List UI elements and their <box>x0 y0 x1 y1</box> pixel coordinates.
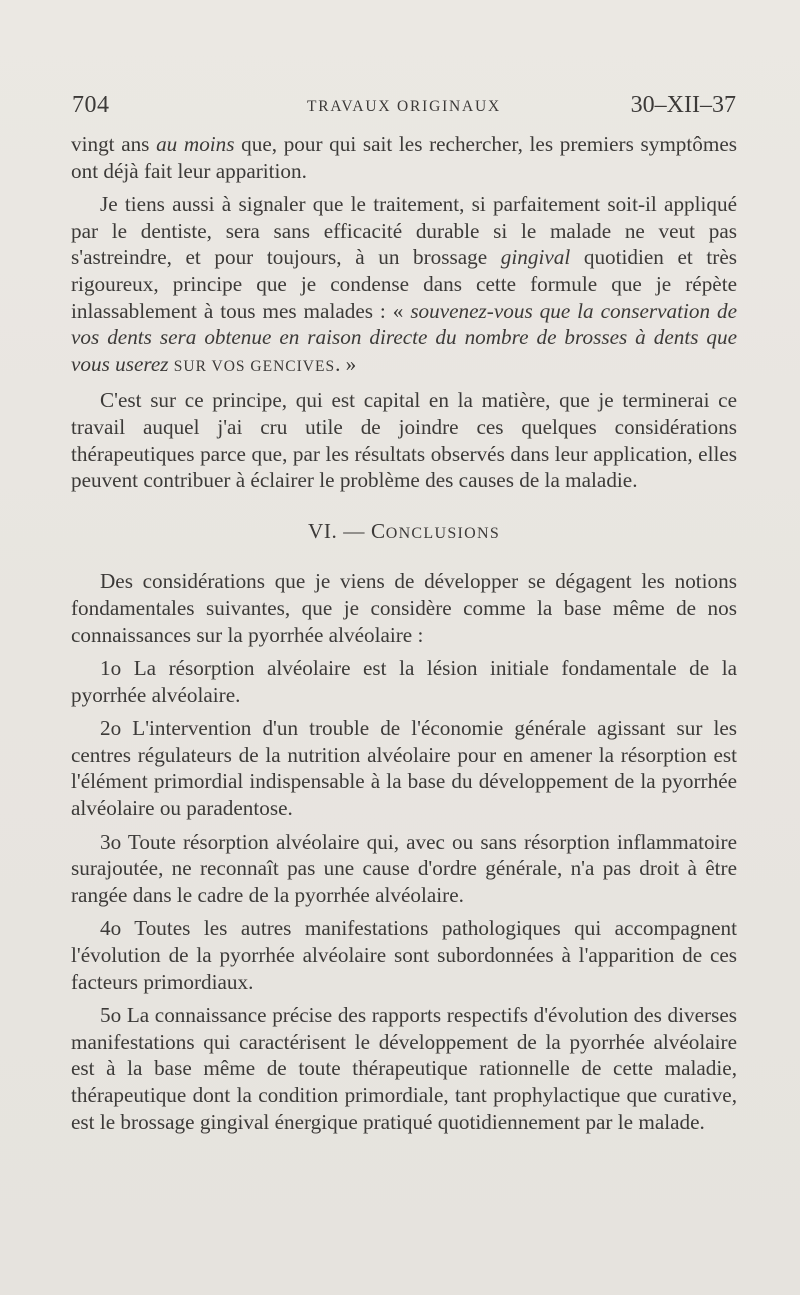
paragraph-principle: C'est sur ce principe, qui est capital en la matière, que je terminerai ce travail auquel j'ai cru utile de joindre ces quelques considérations thérapeutiques parce que, par les résultats observés dans leur application, elles peuvent contribuer à éclairer le problème des causes de la maladie. <box>71 388 737 493</box>
issue-date: 30–XII–37 <box>630 92 736 118</box>
emphasis: gingival <box>500 245 571 270</box>
text-run: vingt ans <box>71 132 157 156</box>
small-caps-text: SUR VOS GENCIVES <box>173 357 336 375</box>
section-title: ONCLUSIONS <box>385 524 501 542</box>
section-heading <box>71 518 737 548</box>
running-head <box>72 92 736 122</box>
emphasis: au moins <box>156 132 235 156</box>
body-text <box>71 131 737 1135</box>
running-title: TRAVAUX ORIGINAUX <box>306 98 502 115</box>
quoted-formula: souvenez-vous que la conservation de vos dents sera obtenue en raison directe du nombre de brosses à dents que vous userez <box>71 298 737 376</box>
text-run: que, pour qui sait les rechercher, les premiers symptômes ont déjà fait leur apparition. <box>71 132 738 183</box>
paragraph-continuation <box>71 131 737 184</box>
conclusion-item: 5o La connaissance précise des rapports respectifs d'évolution des diverses manifestations qui caractérisent le développement de la pyorrhée alvéolaire est à la base même de toute thérapeutique rationnelle de cette maladie, thérapeutique dont la condition primordiale, tant prophylactique que curative, est le brossage gingival énergique pratiqué quotidiennement par le malade. <box>71 1003 737 1134</box>
conclusion-item: 3o Toute résorption alvéolaire qui, avec ou sans résorption inflammatoire surajoutée, ne reconnaît pas une cause d'ordre générale, n'a pas droit à être rangée dans le cadre de la pyorrhée alvéolaire. <box>71 829 737 907</box>
text-run: quotidien et très rigoureux, principe que je condense dans cette formule que je répète inlassablement à tous mes malades : « <box>71 245 737 323</box>
paragraph-treatment <box>71 191 737 380</box>
conclusion-item: 1o La résorption alvéolaire est la lésion initiale fondamentale de la pyorrhée alvéolaire. <box>71 656 737 707</box>
conclusion-item: 4o Toutes les autres manifestations pathologiques qui accompagnent l'évolution de la pyorrhée alvéolaire sont subordonnées à l'apparition de ces facteurs primordiaux. <box>71 916 737 994</box>
section-number: VI. — C <box>307 518 386 543</box>
page-number: 704 <box>72 92 110 118</box>
conclusion-item: 2o L'intervention d'un trouble de l'économie générale agissant sur les centres régulateurs de la nutrition alvéolaire pour en amener la résorption est l'élément primordial indispensable à la base du développement de la pyorrhée alvéolaire ou paradentose. <box>71 716 737 821</box>
paragraph-intro: Des considérations que je viens de développer se dégagent les notions fondamentales suivantes, que je considère comme la base même de nos connaissances sur la pyorrhée alvéolaire : <box>71 569 737 647</box>
text-run: Je tiens aussi à signaler que le traitement, si parfaitement soit-il appliqué par le dentiste, sera sans efficacité durable si le malade ne veut pas s'astreindre, et pour toujours, à un brossage <box>71 192 737 270</box>
text-run: . » <box>335 351 357 376</box>
